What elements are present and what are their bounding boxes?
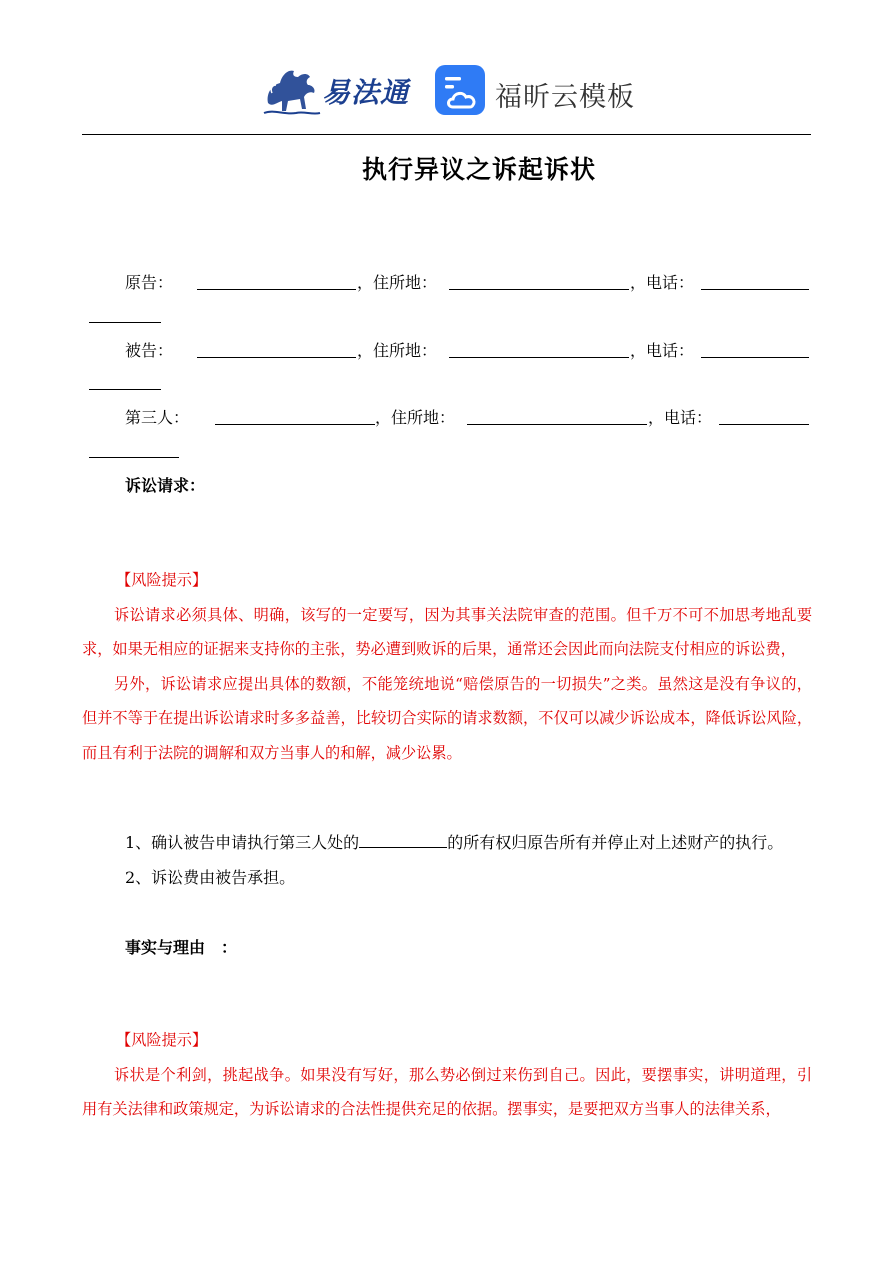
yifatong-logo bbox=[262, 63, 412, 119]
claim-item-2: 2、诉讼费由被告承担。 bbox=[125, 867, 296, 887]
defendant-phone-blank[interactable] bbox=[701, 357, 809, 358]
claim-item-1 bbox=[82, 826, 812, 861]
fuxin-wordmark: 福昕云模板 bbox=[495, 82, 635, 113]
third-party-phone-blank-cont[interactable] bbox=[89, 457, 179, 458]
plaintiff-address-blank[interactable] bbox=[449, 289, 629, 290]
plaintiff-phone-blank[interactable] bbox=[701, 289, 809, 290]
risk-paragraph: 诉讼请求必须具体、明确，该写的一定要写，因为其事关法院审查的范围。但千万不可不加思考地乱要求，如果无相应的证据来支持你的主张，势必遭到败诉的后果，通常还会因此而向法院支付相应的诉讼费， bbox=[82, 605, 812, 658]
risk-paragraph: 诉状是个利剑，挑起战争。如果没有写好，那么势必倒过来伤到自己。因此，要摆事实，讲明道理，引用有关法律和政策规定，为诉讼请求的合法性提供充足的依据。摆事实，是要把双方当事人的法律关系， bbox=[82, 1065, 812, 1118]
third-party-address-label: ，住所地： bbox=[375, 408, 456, 427]
plaintiff-row bbox=[0, 270, 893, 300]
cloud-document-icon bbox=[435, 65, 487, 117]
risk-title: 【风险提示】 bbox=[116, 1031, 208, 1049]
facts-risk-notice bbox=[82, 1023, 812, 1127]
third-party-phone-label: ，电话： bbox=[648, 408, 713, 427]
defendant-phone-label: ，电话： bbox=[630, 341, 695, 360]
plaintiff-address-label: ，住所地： bbox=[357, 273, 438, 292]
defendant-row bbox=[0, 338, 893, 368]
facts-heading: 事实与理由 ： bbox=[125, 938, 238, 957]
third-party-row bbox=[0, 405, 893, 435]
property-blank[interactable] bbox=[359, 831, 447, 848]
header-divider bbox=[82, 134, 811, 135]
claim-item-1-text-b: 的所有权归原告所有并停止对上述财产的执行。 bbox=[447, 833, 784, 852]
page-header bbox=[0, 55, 893, 130]
plaintiff-phone-label: ，电话： bbox=[630, 273, 695, 292]
defendant-name-blank[interactable] bbox=[197, 357, 356, 358]
qilin-icon bbox=[262, 63, 324, 119]
yifatong-wordmark: 易法通 bbox=[322, 76, 410, 109]
third-party-address-blank[interactable] bbox=[467, 424, 647, 425]
defendant-phone-blank-cont[interactable] bbox=[89, 389, 161, 390]
plaintiff-phone-blank-cont[interactable] bbox=[89, 322, 161, 323]
defendant-label: 被告： bbox=[125, 341, 174, 360]
third-party-phone-blank[interactable] bbox=[719, 424, 809, 425]
third-party-label: 第三人： bbox=[125, 408, 190, 427]
claims-risk-notice bbox=[82, 563, 812, 770]
document-title: 执行异议之诉起诉状 bbox=[361, 155, 596, 184]
plaintiff-name-blank[interactable] bbox=[197, 289, 356, 290]
fuxin-logo bbox=[435, 65, 635, 121]
defendant-address-label: ，住所地： bbox=[357, 341, 438, 360]
risk-title: 【风险提示】 bbox=[116, 571, 208, 589]
defendant-address-blank[interactable] bbox=[449, 357, 629, 358]
plaintiff-label: 原告： bbox=[125, 273, 174, 292]
claims-heading: 诉讼请求： bbox=[125, 476, 206, 495]
risk-paragraph: 另外，诉讼请求应提出具体的数额，不能笼统地说“赔偿原告的一切损失”之类。虽然这是没有争议的，但并不等于在提出诉讼请求时多多益善，比较切合实际的请求数额，不仅可以减少诉讼成本，降低诉讼风险，而且有利于法院的调解和双方当事人的和解，减少讼累。 bbox=[82, 674, 812, 762]
claims-list bbox=[82, 826, 812, 895]
third-party-name-blank[interactable] bbox=[215, 424, 375, 425]
claim-item-1-text-a: 1、确认被告申请执行第三人处的 bbox=[125, 833, 360, 852]
